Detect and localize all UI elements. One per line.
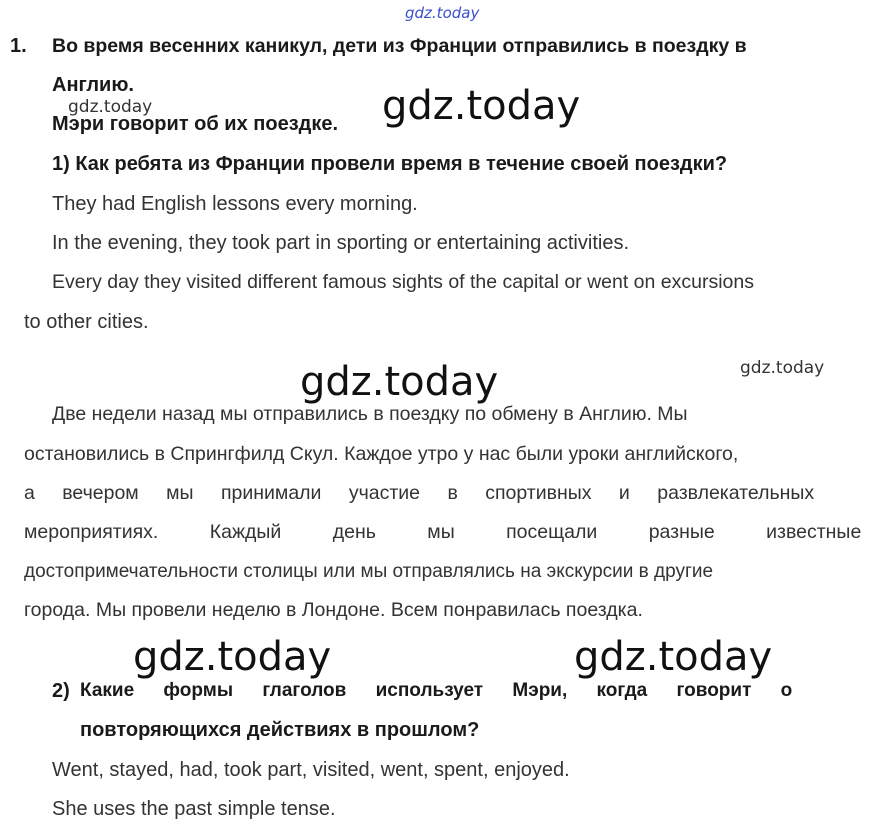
watermark-small-2: gdz.today bbox=[740, 358, 825, 378]
answer-2-line-1: Went, stayed, had, took part, visited, went, spent, enjoyed. bbox=[52, 759, 570, 781]
paragraph-line-5: достопримечательности столицы или мы отправлялись на экскурсии в другие bbox=[24, 561, 714, 582]
question-1: 1) Как ребята из Франции провели время в течение своей поездки? bbox=[52, 153, 728, 175]
watermark-big-2: gdz.today bbox=[300, 359, 499, 405]
paragraph-line-4: мероприятиях. Каждый день мы посещали разные известные bbox=[24, 521, 862, 543]
task-number: 1. bbox=[10, 35, 27, 57]
watermark-big-4: gdz.today bbox=[574, 634, 773, 680]
answer-1-line-2: In the evening, they took part in sporting or entertaining activities. bbox=[52, 232, 630, 254]
paragraph-line-2: остановились в Спрингфилд Скул. Каждое утро у нас были уроки английского, bbox=[24, 443, 739, 465]
paragraph-line-1: Две недели назад мы отправились в поездку по обмену в Англию. Мы bbox=[52, 403, 688, 425]
answer-1-line-4: to other cities. bbox=[24, 311, 149, 333]
task-heading-line-1: Во время весенних каникул, дети из Франции отправились в поездку в bbox=[52, 35, 747, 57]
paragraph-line-3: а вечером мы принимали участие в спортивных и развлекательных bbox=[24, 482, 815, 504]
answer-1-line-3: Every day they visited different famous sights of the capital or went on excursions bbox=[52, 271, 754, 293]
paragraph-line-6: города. Мы провели неделю в Лондоне. Всем понравилась поездка. bbox=[24, 599, 643, 621]
task-heading-line-2: Англию. bbox=[52, 74, 134, 96]
task-heading-line-3: Мэри говорит об их поездке. bbox=[52, 113, 339, 135]
question-2-number: 2) bbox=[52, 680, 70, 702]
answer-1-line-1: They had English lessons every morning. bbox=[52, 193, 418, 215]
answer-2-line-2: She uses the past simple tense. bbox=[52, 798, 336, 820]
question-2-line-1: Какие формы глаголов использует Мэри, когда говорит о bbox=[80, 680, 793, 701]
watermark-small-1: gdz.today bbox=[68, 97, 153, 117]
watermark-top: gdz.today bbox=[405, 4, 480, 22]
question-2-line-2: повторяющихся действиях в прошлом? bbox=[80, 719, 480, 741]
watermark-big-1: gdz.today bbox=[382, 83, 581, 129]
watermark-big-3: gdz.today bbox=[133, 634, 332, 680]
